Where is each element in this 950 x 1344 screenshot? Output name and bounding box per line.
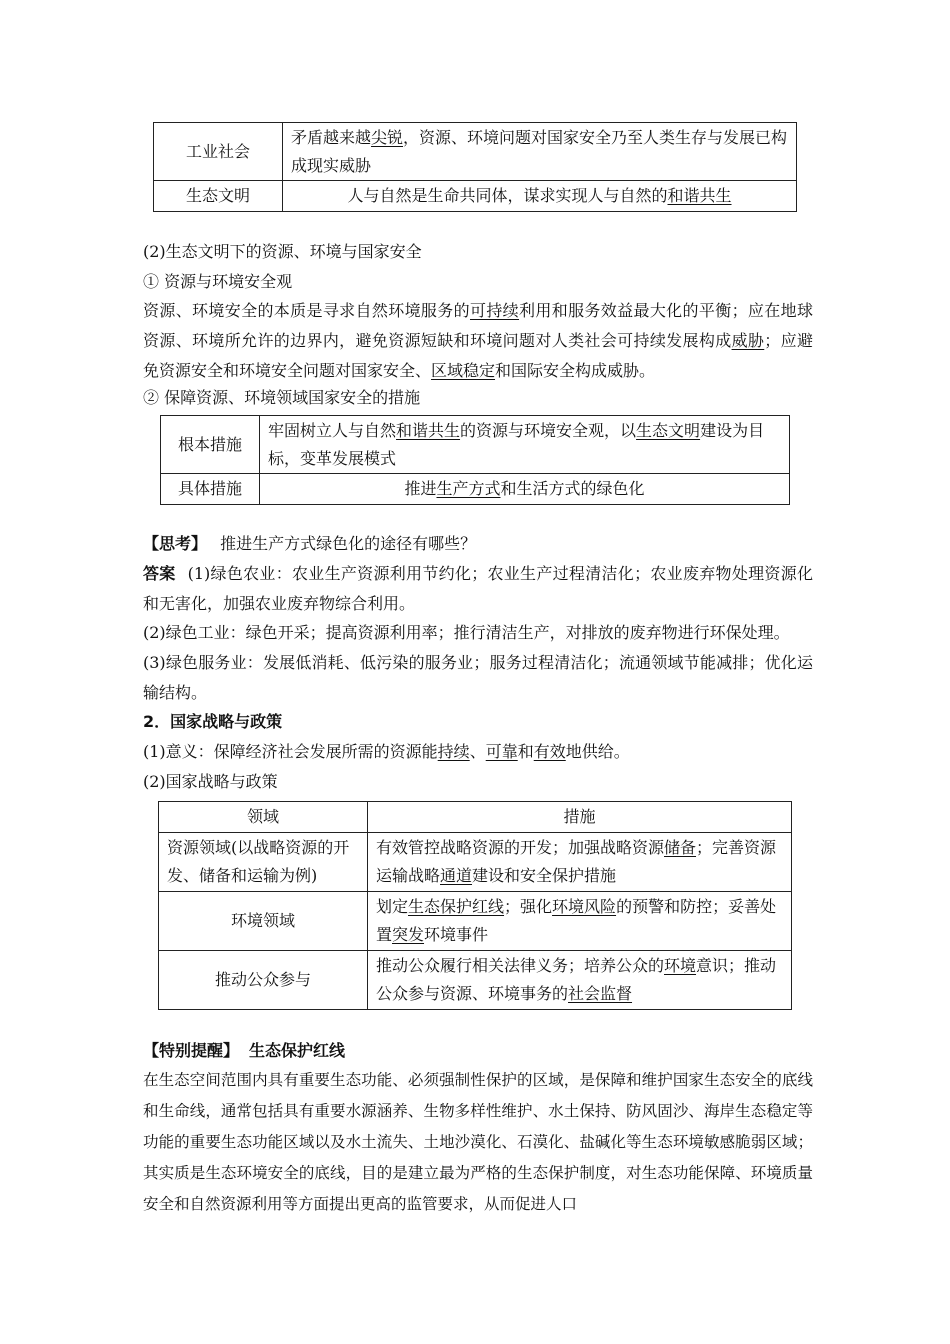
text: 的预警和防控；妥善处置 [376, 897, 777, 944]
underlined-term: 可持续 [469, 301, 520, 320]
underlined-term: 持续 [437, 742, 470, 761]
underlined-term: 和谐共生 [396, 420, 461, 440]
reminder-title: 生态保护红线 [249, 1041, 346, 1060]
answer-1 [143, 559, 813, 619]
underlined-term: 储备 [664, 838, 697, 857]
table-header-row [159, 802, 792, 833]
meaning-line [143, 738, 813, 766]
underlined-term: 通道 [440, 866, 473, 885]
text: 牢固树立人与自然 [268, 420, 397, 440]
answer-2: (2)绿色工业：绿色开采；提高资源利用率；推行清洁生产，对排放的废弃物进行环保处理。 [143, 623, 790, 642]
question-text: 推进生产方式绿色化的途径有哪些？ [220, 534, 477, 553]
text: 人与自然是生命共同体，谋求实现人与自然的 [347, 186, 668, 205]
answer-3: (3)绿色服务业：发展低消耗、低污染的服务业；服务过程清洁化；流通领域节能减排；优化运输结构。 [143, 653, 813, 702]
text: 资源、环境安全的本质是寻求自然环境服务的 [143, 301, 470, 320]
text: 意识；推动公众参与资源、环境事务的 [376, 956, 777, 1003]
think-tag: 【思考】 [143, 534, 208, 553]
row-content [260, 416, 790, 474]
underlined-term: 社会监督 [568, 984, 633, 1003]
row-content [368, 951, 792, 1010]
row-content [283, 123, 797, 181]
text: 和 [517, 742, 534, 761]
underlined-term: 威胁 [731, 331, 765, 350]
underlined-term: 可靠 [485, 742, 518, 761]
underlined-term: 和谐共生 [667, 186, 732, 205]
row-label: 环境领域 [159, 892, 368, 951]
table-row [161, 416, 790, 474]
row-label: 资源领域(以战略资源的开发、储备和运输为例) [159, 833, 368, 892]
section-heading: 2．国家战略与政策 [143, 712, 283, 731]
text: 和国际安全构成威胁。 [495, 361, 656, 380]
table-row [154, 181, 797, 212]
text: 划定 [376, 897, 409, 916]
think-question [143, 530, 813, 558]
row-label: 推动公众参与 [159, 951, 368, 1010]
section-heading: (2)生态文明下的资源、环境与国家安全 [143, 242, 422, 261]
text: (1)绿色农业：农业生产资源利用节约化；农业生产过程清洁化；农业废弃物处理资源化和无害化，加强农业废弃物综合利用。 [143, 564, 813, 613]
text: ；应避免资源安全和环境安全问题对国家安全、 [143, 331, 813, 380]
text: 推动公众履行相关法律义务；培养公众的 [376, 956, 665, 975]
text: 建设为目标，变革发展模式 [268, 420, 765, 468]
measures-table [160, 415, 790, 505]
subheading: ② 保障资源、环境领域国家安全的措施 [143, 388, 421, 407]
subheading: ① 资源与环境安全观 [143, 272, 293, 291]
text: (1)意义：保障经济社会发展所需的资源能 [143, 742, 438, 761]
text: ，资源、环境问题对国家安全乃至人类生存与发展已构成现实威胁 [291, 127, 788, 175]
text: 建设和安全保护措施 [472, 866, 617, 885]
reminder-body: 在生态空间范围内具有重要生态功能、必须强制性保护的区域，是保障和维护国家生态安全的底线和生命线，通常包括具有重要水源涵养、生物多样性维护、水土保持、防风固沙、海岸生态稳定等功能的重要生态功能区域以及水土流失、土地沙漠化、石漠化、盐碱化等生态环境敏感脆弱区域；其实质是生态环境安全的底线，目的是建立最为严格的生态保护制度，对生态功能保障、环境质量安全和自然资源利用等方面提出更高的监管要求，从而促进人口 [143, 1071, 813, 1213]
text: ；完善资源运输战略 [376, 838, 777, 885]
text: 地供给。 [565, 742, 630, 761]
table-row [159, 951, 792, 1010]
paragraph [143, 296, 813, 386]
row-label: 生态文明 [154, 181, 283, 212]
text: 利用和服务效益最大化的平衡；应在地球资源、环境所允许的边界内，避免资源短缺和环境问题对人类社会可持续发展构成 [143, 301, 813, 350]
policy-table [158, 801, 792, 1010]
table-row [161, 474, 790, 505]
reminder-heading [143, 1037, 813, 1065]
text: 环境事件 [424, 925, 489, 944]
text: ；强化 [504, 897, 553, 916]
row-label: 工业社会 [154, 123, 283, 181]
underlined-term: 生产方式 [436, 479, 501, 498]
text: 有效管控战略资源的开发；加强战略资源 [376, 838, 665, 857]
column-header: 措施 [368, 802, 792, 833]
table-row [154, 123, 797, 181]
column-header: 领域 [159, 802, 368, 833]
reminder-tag: 【特别提醒】 [143, 1041, 240, 1060]
underlined-term: 突发 [392, 925, 425, 944]
text: 的资源与环境安全观，以 [460, 420, 637, 440]
underlined-term: 环境 [664, 956, 697, 975]
text: 和生活方式的绿色化 [500, 479, 645, 498]
text: 矛盾越来越 [291, 127, 372, 147]
row-content [368, 833, 792, 892]
society-table [153, 122, 797, 212]
table-row [159, 892, 792, 951]
row-content [368, 892, 792, 951]
text: 、 [469, 742, 486, 761]
underlined-term: 有效 [533, 742, 566, 761]
underlined-term: 生态保护红线 [408, 897, 505, 916]
underlined-term: 区域稳定 [431, 361, 496, 380]
text: 推进 [404, 479, 437, 498]
underlined-term: 尖锐 [371, 127, 404, 147]
underlined-term: 生态文明 [636, 420, 701, 440]
row-label: 具体措施 [161, 474, 260, 505]
underlined-term: 环境风险 [552, 897, 617, 916]
row-content [283, 181, 797, 212]
row-label: 根本措施 [161, 416, 260, 474]
subheading: (2)国家战略与政策 [143, 772, 278, 791]
row-content [260, 474, 790, 505]
answer-tag: 答案 [143, 564, 176, 583]
table-row [159, 833, 792, 892]
